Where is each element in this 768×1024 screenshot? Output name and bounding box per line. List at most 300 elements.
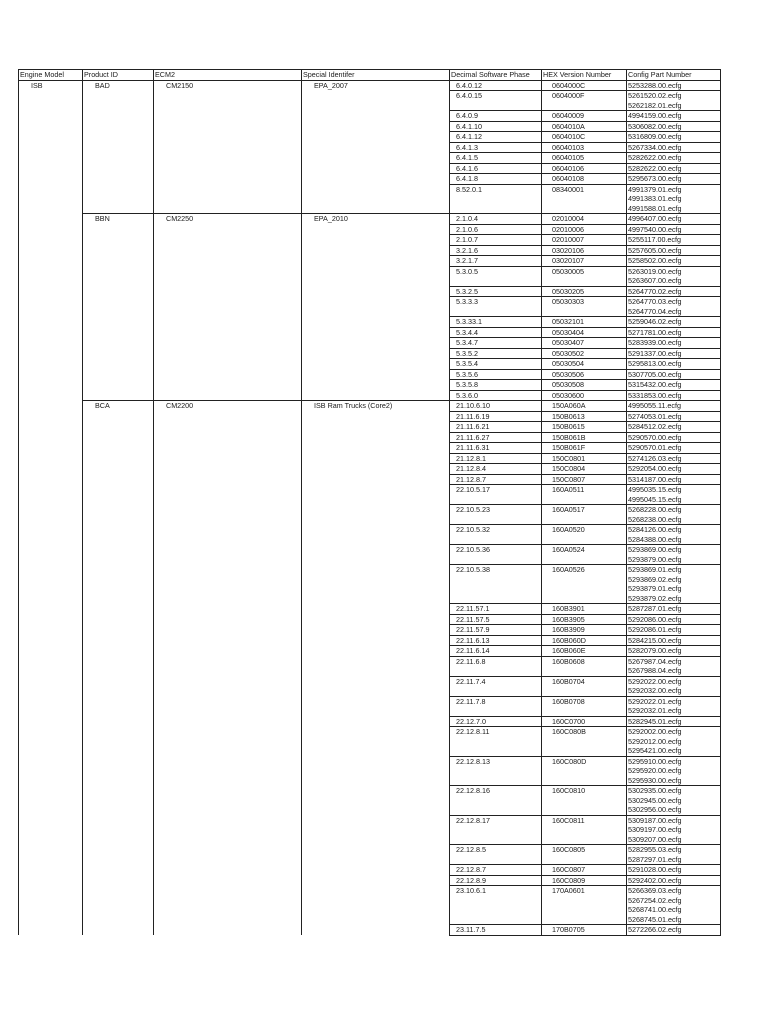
config-part-number: 5293879.01.ecfg xyxy=(628,584,682,593)
hex-version-cell: 150C0807 xyxy=(542,474,627,485)
config-part-cell xyxy=(627,474,721,485)
product-id-cell xyxy=(83,815,154,845)
ecm-cell xyxy=(154,184,302,214)
software-phase-cell: 2.1.0.4 xyxy=(450,214,542,225)
config-part-number: 4991383.01.ecfg xyxy=(628,194,682,203)
special-identifier-cell xyxy=(302,297,450,317)
software-phase-cell: 5.3.5.6 xyxy=(450,369,542,380)
table-row xyxy=(19,464,721,475)
config-part-number: 5295930.00.ecfg xyxy=(628,775,682,785)
config-part-cell xyxy=(627,875,721,886)
config-part-cell xyxy=(627,422,721,433)
hex-version-cell: 150B061F xyxy=(542,443,627,454)
ecm-cell xyxy=(154,245,302,256)
product-id-cell xyxy=(83,235,154,246)
config-part-number: 5295421.00.ecfg xyxy=(628,746,682,755)
hex-version-cell: 06040009 xyxy=(542,111,627,122)
ecm-cell xyxy=(154,286,302,297)
engine-model-cell xyxy=(19,865,83,876)
engine-model-cell xyxy=(19,327,83,338)
engine-model-cell xyxy=(19,401,83,412)
config-part-number: 5287287.01.ecfg xyxy=(628,604,682,613)
engine-model-cell xyxy=(19,432,83,443)
hex-version-cell: 160C0805 xyxy=(542,845,627,865)
software-phase-cell: 23.11.7.5 xyxy=(450,925,542,936)
product-id-cell xyxy=(83,696,154,716)
config-part-cell xyxy=(627,80,721,91)
software-phase-cell: 22.12.8.16 xyxy=(450,786,542,816)
config-part-cell xyxy=(627,635,721,646)
config-part-number: 5274053.01.ecfg xyxy=(628,411,682,421)
special-identifier-cell xyxy=(302,359,450,370)
product-id-cell xyxy=(83,317,154,328)
hex-version-cell: 02010006 xyxy=(542,224,627,235)
config-part-number: 5268741.00.ecfg xyxy=(628,905,682,914)
special-identifier-cell xyxy=(302,317,450,328)
software-phase-cell: 22.11.57.1 xyxy=(450,604,542,615)
ecm-cell xyxy=(154,91,302,111)
header-special-identifier: Special Identifer xyxy=(302,70,450,81)
special-identifier-cell: EPA_2010 xyxy=(302,214,450,225)
engine-model-cell xyxy=(19,235,83,246)
config-part-number: 5268745.01.ecfg xyxy=(628,914,682,924)
header-row xyxy=(19,70,721,81)
ecm-cell xyxy=(154,786,302,816)
config-part-number: 5271781.00.ecfg xyxy=(628,327,682,337)
ecm-cell xyxy=(154,338,302,349)
config-part-number: 5307705.00.ecfg xyxy=(628,369,682,379)
ecm-cell xyxy=(154,348,302,359)
software-phase-cell: 22.11.57.5 xyxy=(450,614,542,625)
config-part-number: 5291028.00.ecfg xyxy=(628,865,682,874)
engine-model-cell xyxy=(19,656,83,676)
config-part-cell xyxy=(627,545,721,565)
config-part-number: 5282955.03.ecfg xyxy=(628,845,682,854)
product-id-cell xyxy=(83,163,154,174)
table-row xyxy=(19,604,721,615)
ecm-cell xyxy=(154,224,302,235)
ecm-cell xyxy=(154,656,302,676)
config-part-cell xyxy=(627,224,721,235)
config-part-number: 5302945.00.ecfg xyxy=(628,795,682,805)
hex-version-cell: 05030205 xyxy=(542,286,627,297)
hex-version-cell: 05030504 xyxy=(542,359,627,370)
product-id-cell xyxy=(83,184,154,214)
product-id-cell xyxy=(83,91,154,111)
special-identifier-cell xyxy=(302,142,450,153)
ecm-cell xyxy=(154,174,302,185)
engine-model-cell xyxy=(19,317,83,328)
special-identifier-cell xyxy=(302,390,450,401)
product-id-cell xyxy=(83,153,154,164)
product-id-cell xyxy=(83,432,154,443)
table-row xyxy=(19,505,721,525)
product-id-cell xyxy=(83,245,154,256)
product-id-cell xyxy=(83,565,154,604)
engine-software-table xyxy=(18,69,721,936)
product-id-cell xyxy=(83,875,154,886)
engine-model-cell xyxy=(19,142,83,153)
table-row xyxy=(19,635,721,646)
table-row xyxy=(19,224,721,235)
table-row xyxy=(19,696,721,716)
engine-model-cell xyxy=(19,214,83,225)
config-part-number: 5295920.00.ecfg xyxy=(628,766,682,775)
software-phase-cell: 22.12.8.11 xyxy=(450,727,542,757)
special-identifier-cell xyxy=(302,545,450,565)
product-id-cell xyxy=(83,369,154,380)
ecm-cell xyxy=(154,432,302,443)
config-part-number: 5293879.00.ecfg xyxy=(628,554,682,564)
config-part-cell xyxy=(627,696,721,716)
ecm-cell xyxy=(154,815,302,845)
software-phase-cell: 3.2.1.7 xyxy=(450,256,542,267)
software-phase-cell: 8.52.0.1 xyxy=(450,184,542,214)
product-id-cell xyxy=(83,545,154,565)
special-identifier-cell xyxy=(302,727,450,757)
product-id-cell xyxy=(83,286,154,297)
table-row xyxy=(19,886,721,925)
engine-model-cell xyxy=(19,614,83,625)
special-identifier-cell xyxy=(302,348,450,359)
software-phase-cell: 5.3.4.4 xyxy=(450,327,542,338)
config-part-number: 5290570.00.ecfg xyxy=(628,432,682,442)
config-part-number: 4997540.00.ecfg xyxy=(628,224,682,234)
config-part-number: 5264770.02.ecfg xyxy=(628,286,682,296)
config-part-number: 5295813.00.ecfg xyxy=(628,359,682,368)
table-row xyxy=(19,184,721,214)
product-id-cell xyxy=(83,348,154,359)
software-phase-cell: 22.10.5.38 xyxy=(450,565,542,604)
special-identifier-cell xyxy=(302,286,450,297)
engine-model-cell xyxy=(19,676,83,696)
hex-version-cell: 05030600 xyxy=(542,390,627,401)
engine-model-cell xyxy=(19,464,83,475)
config-part-number: 5290570.01.ecfg xyxy=(628,443,682,452)
table-row xyxy=(19,432,721,443)
config-part-cell xyxy=(627,297,721,317)
config-part-number: 5258502.00.ecfg xyxy=(628,256,682,265)
hex-version-cell: 160C080D xyxy=(542,756,627,786)
product-id-cell xyxy=(83,256,154,267)
config-part-cell xyxy=(627,886,721,925)
product-id-cell xyxy=(83,625,154,636)
product-id-cell xyxy=(83,474,154,485)
table-row xyxy=(19,111,721,122)
table-row xyxy=(19,875,721,886)
ecm-cell xyxy=(154,505,302,525)
special-identifier-cell xyxy=(302,132,450,143)
software-phase-cell: 23.10.6.1 xyxy=(450,886,542,925)
hex-version-cell: 06040108 xyxy=(542,174,627,185)
software-phase-cell: 5.3.33.1 xyxy=(450,317,542,328)
ecm-cell xyxy=(154,359,302,370)
config-part-cell xyxy=(627,565,721,604)
product-id-cell xyxy=(83,786,154,816)
config-part-number: 5283939.00.ecfg xyxy=(628,338,682,347)
engine-model-cell xyxy=(19,925,83,936)
config-part-cell xyxy=(627,815,721,845)
engine-model-cell xyxy=(19,443,83,454)
software-phase-cell: 5.3.5.8 xyxy=(450,380,542,391)
config-part-cell xyxy=(627,121,721,132)
table-row xyxy=(19,756,721,786)
ecm-cell xyxy=(154,132,302,143)
config-part-cell xyxy=(627,716,721,727)
config-part-number: 5282622.00.ecfg xyxy=(628,163,682,173)
ecm-cell xyxy=(154,317,302,328)
product-id-cell xyxy=(83,111,154,122)
ecm-cell xyxy=(154,266,302,286)
config-part-number: 5292402.00.ecfg xyxy=(628,875,682,885)
special-identifier-cell xyxy=(302,925,450,936)
special-identifier-cell xyxy=(302,716,450,727)
software-phase-cell: 6.4.1.3 xyxy=(450,142,542,153)
ecm-cell xyxy=(154,886,302,925)
product-id-cell xyxy=(83,380,154,391)
ecm-cell: CM2150 xyxy=(154,80,302,91)
hex-version-cell: 150B061B xyxy=(542,432,627,443)
config-part-number: 5331853.00.ecfg xyxy=(628,390,682,400)
special-identifier-cell xyxy=(302,646,450,657)
ecm-cell xyxy=(154,716,302,727)
table-row xyxy=(19,266,721,286)
software-phase-cell: 21.11.6.21 xyxy=(450,422,542,433)
ecm-cell xyxy=(154,422,302,433)
engine-model-cell xyxy=(19,815,83,845)
table-row xyxy=(19,390,721,401)
header-hex-version-number: HEX Version Number xyxy=(542,70,627,81)
software-phase-cell: 22.10.5.32 xyxy=(450,525,542,545)
engine-model-cell xyxy=(19,411,83,422)
software-phase-cell: 6.4.1.12 xyxy=(450,132,542,143)
config-part-number: 5292086.01.ecfg xyxy=(628,625,682,634)
hex-version-cell: 03020107 xyxy=(542,256,627,267)
engine-model-cell xyxy=(19,132,83,143)
config-part-cell xyxy=(627,505,721,525)
table-row xyxy=(19,614,721,625)
engine-model-cell xyxy=(19,380,83,391)
product-id-cell xyxy=(83,390,154,401)
engine-model-cell xyxy=(19,886,83,925)
hex-version-cell: 02010004 xyxy=(542,214,627,225)
table-row xyxy=(19,625,721,636)
software-phase-cell: 22.12.8.5 xyxy=(450,845,542,865)
special-identifier-cell xyxy=(302,845,450,865)
special-identifier-cell xyxy=(302,525,450,545)
config-part-number: 5264770.03.ecfg xyxy=(628,297,682,306)
table-row xyxy=(19,646,721,657)
engine-model-cell xyxy=(19,163,83,174)
config-part-number: 5282945.01.ecfg xyxy=(628,716,682,726)
product-id-cell xyxy=(83,845,154,865)
special-identifier-cell xyxy=(302,256,450,267)
config-part-cell xyxy=(627,485,721,505)
software-phase-cell: 22.11.6.8 xyxy=(450,656,542,676)
engine-model-cell xyxy=(19,297,83,317)
table-row xyxy=(19,256,721,267)
ecm-cell xyxy=(154,875,302,886)
config-part-cell xyxy=(627,174,721,185)
software-phase-cell: 5.3.3.3 xyxy=(450,297,542,317)
config-part-cell xyxy=(627,390,721,401)
config-part-number: 5282079.00.ecfg xyxy=(628,646,682,655)
table-body xyxy=(19,80,721,935)
config-part-number: 5292086.00.ecfg xyxy=(628,614,682,624)
special-identifier-cell xyxy=(302,635,450,646)
config-part-number: 5263607.00.ecfg xyxy=(628,276,682,285)
software-phase-cell: 21.12.8.7 xyxy=(450,474,542,485)
config-part-number: 5315432.00.ecfg xyxy=(628,380,682,389)
table-row xyxy=(19,676,721,696)
engine-model-cell xyxy=(19,756,83,786)
table-row xyxy=(19,727,721,757)
engine-model-cell xyxy=(19,359,83,370)
table-row xyxy=(19,815,721,845)
engine-model-cell xyxy=(19,338,83,349)
special-identifier-cell xyxy=(302,411,450,422)
spreadsheet xyxy=(18,69,720,936)
hex-version-cell: 160B0708 xyxy=(542,696,627,716)
config-part-number: 5268238.00.ecfg xyxy=(628,514,682,524)
special-identifier-cell xyxy=(302,235,450,246)
config-part-cell xyxy=(627,756,721,786)
product-id-cell xyxy=(83,886,154,925)
special-identifier-cell xyxy=(302,865,450,876)
hex-version-cell: 160A0526 xyxy=(542,565,627,604)
software-phase-cell: 2.1.0.6 xyxy=(450,224,542,235)
config-part-number: 4995045.15.ecfg xyxy=(628,494,682,504)
config-part-cell xyxy=(627,676,721,696)
special-identifier-cell xyxy=(302,656,450,676)
config-part-cell xyxy=(627,163,721,174)
config-part-cell xyxy=(627,380,721,391)
engine-model-cell xyxy=(19,453,83,464)
product-id-cell xyxy=(83,142,154,153)
config-part-number: 5302956.00.ecfg xyxy=(628,805,682,814)
software-phase-cell: 22.11.6.13 xyxy=(450,635,542,646)
hex-version-cell: 05030303 xyxy=(542,297,627,317)
config-part-cell xyxy=(627,925,721,936)
config-part-cell xyxy=(627,845,721,865)
config-part-number: 5292054.00.ecfg xyxy=(628,464,682,473)
special-identifier-cell xyxy=(302,432,450,443)
hex-version-cell: 06040103 xyxy=(542,142,627,153)
config-part-number: 5284512.02.ecfg xyxy=(628,422,682,431)
hex-version-cell: 0604010C xyxy=(542,132,627,143)
ecm-cell: CM2250 xyxy=(154,214,302,225)
table-row xyxy=(19,525,721,545)
config-part-cell xyxy=(627,91,721,111)
software-phase-cell: 21.11.6.31 xyxy=(450,443,542,454)
product-id-cell: BCA xyxy=(83,401,154,412)
special-identifier-cell xyxy=(302,485,450,505)
hex-version-cell: 160C0810 xyxy=(542,786,627,816)
hex-version-cell: 170A0601 xyxy=(542,886,627,925)
engine-model-cell xyxy=(19,565,83,604)
config-part-cell xyxy=(627,786,721,816)
ecm-cell xyxy=(154,756,302,786)
table-row xyxy=(19,716,721,727)
header-decimal-software-phase: Decimal Software Phase xyxy=(450,70,542,81)
config-part-cell xyxy=(627,401,721,412)
table-row xyxy=(19,153,721,164)
config-part-number: 5292012.00.ecfg xyxy=(628,736,682,746)
hex-version-cell: 150B0615 xyxy=(542,422,627,433)
software-phase-cell: 22.11.57.9 xyxy=(450,625,542,636)
software-phase-cell: 5.3.5.2 xyxy=(450,348,542,359)
config-part-number: 5284215.00.ecfg xyxy=(628,635,682,645)
special-identifier-cell: EPA_2007 xyxy=(302,80,450,91)
config-part-cell xyxy=(627,132,721,143)
hex-version-cell: 160A0520 xyxy=(542,525,627,545)
table-row xyxy=(19,786,721,816)
hex-version-cell: 05030506 xyxy=(542,369,627,380)
software-phase-cell: 22.11.7.8 xyxy=(450,696,542,716)
software-phase-cell: 22.10.5.36 xyxy=(450,545,542,565)
special-identifier-cell xyxy=(302,184,450,214)
hex-version-cell: 160B0608 xyxy=(542,656,627,676)
ecm-cell xyxy=(154,380,302,391)
ecm-cell xyxy=(154,635,302,646)
config-part-number: 5293869.01.ecfg xyxy=(628,565,682,574)
software-phase-cell: 6.4.1.5 xyxy=(450,153,542,164)
engine-model-cell xyxy=(19,286,83,297)
software-phase-cell: 6.4.1.6 xyxy=(450,163,542,174)
hex-version-cell: 150A060A xyxy=(542,401,627,412)
product-id-cell xyxy=(83,174,154,185)
config-part-number: 4996407.00.ecfg xyxy=(628,214,682,223)
ecm-cell: CM2200 xyxy=(154,401,302,412)
special-identifier-cell xyxy=(302,121,450,132)
special-identifier-cell xyxy=(302,875,450,886)
ecm-cell xyxy=(154,646,302,657)
special-identifier-cell xyxy=(302,756,450,786)
config-part-number: 5267254.02.ecfg xyxy=(628,895,682,905)
engine-model-cell xyxy=(19,786,83,816)
config-part-number: 5272266.02.ecfg xyxy=(628,925,682,934)
config-part-cell xyxy=(627,727,721,757)
ecm-cell xyxy=(154,369,302,380)
table-row xyxy=(19,91,721,111)
config-part-number: 5293869.00.ecfg xyxy=(628,545,682,554)
table-row xyxy=(19,163,721,174)
header-engine-model: Engine Model xyxy=(19,70,83,81)
table-row xyxy=(19,359,721,370)
config-part-number: 5287297.01.ecfg xyxy=(628,854,682,864)
product-id-cell xyxy=(83,338,154,349)
table-row xyxy=(19,338,721,349)
software-phase-cell: 22.12.8.9 xyxy=(450,875,542,886)
hex-version-cell: 150C0804 xyxy=(542,464,627,475)
product-id-cell xyxy=(83,422,154,433)
engine-model-cell xyxy=(19,184,83,214)
hex-version-cell: 160C0700 xyxy=(542,716,627,727)
product-id-cell xyxy=(83,327,154,338)
product-id-cell xyxy=(83,604,154,615)
config-part-number: 5282622.00.ecfg xyxy=(628,153,682,162)
hex-version-cell: 160B3901 xyxy=(542,604,627,615)
engine-model-cell xyxy=(19,390,83,401)
table-row xyxy=(19,474,721,485)
config-part-number: 5314187.00.ecfg xyxy=(628,474,682,484)
config-part-cell xyxy=(627,453,721,464)
special-identifier-cell xyxy=(302,614,450,625)
special-identifier-cell xyxy=(302,163,450,174)
config-part-cell xyxy=(627,286,721,297)
config-part-number: 5262182.01.ecfg xyxy=(628,100,682,110)
ecm-cell xyxy=(154,443,302,454)
